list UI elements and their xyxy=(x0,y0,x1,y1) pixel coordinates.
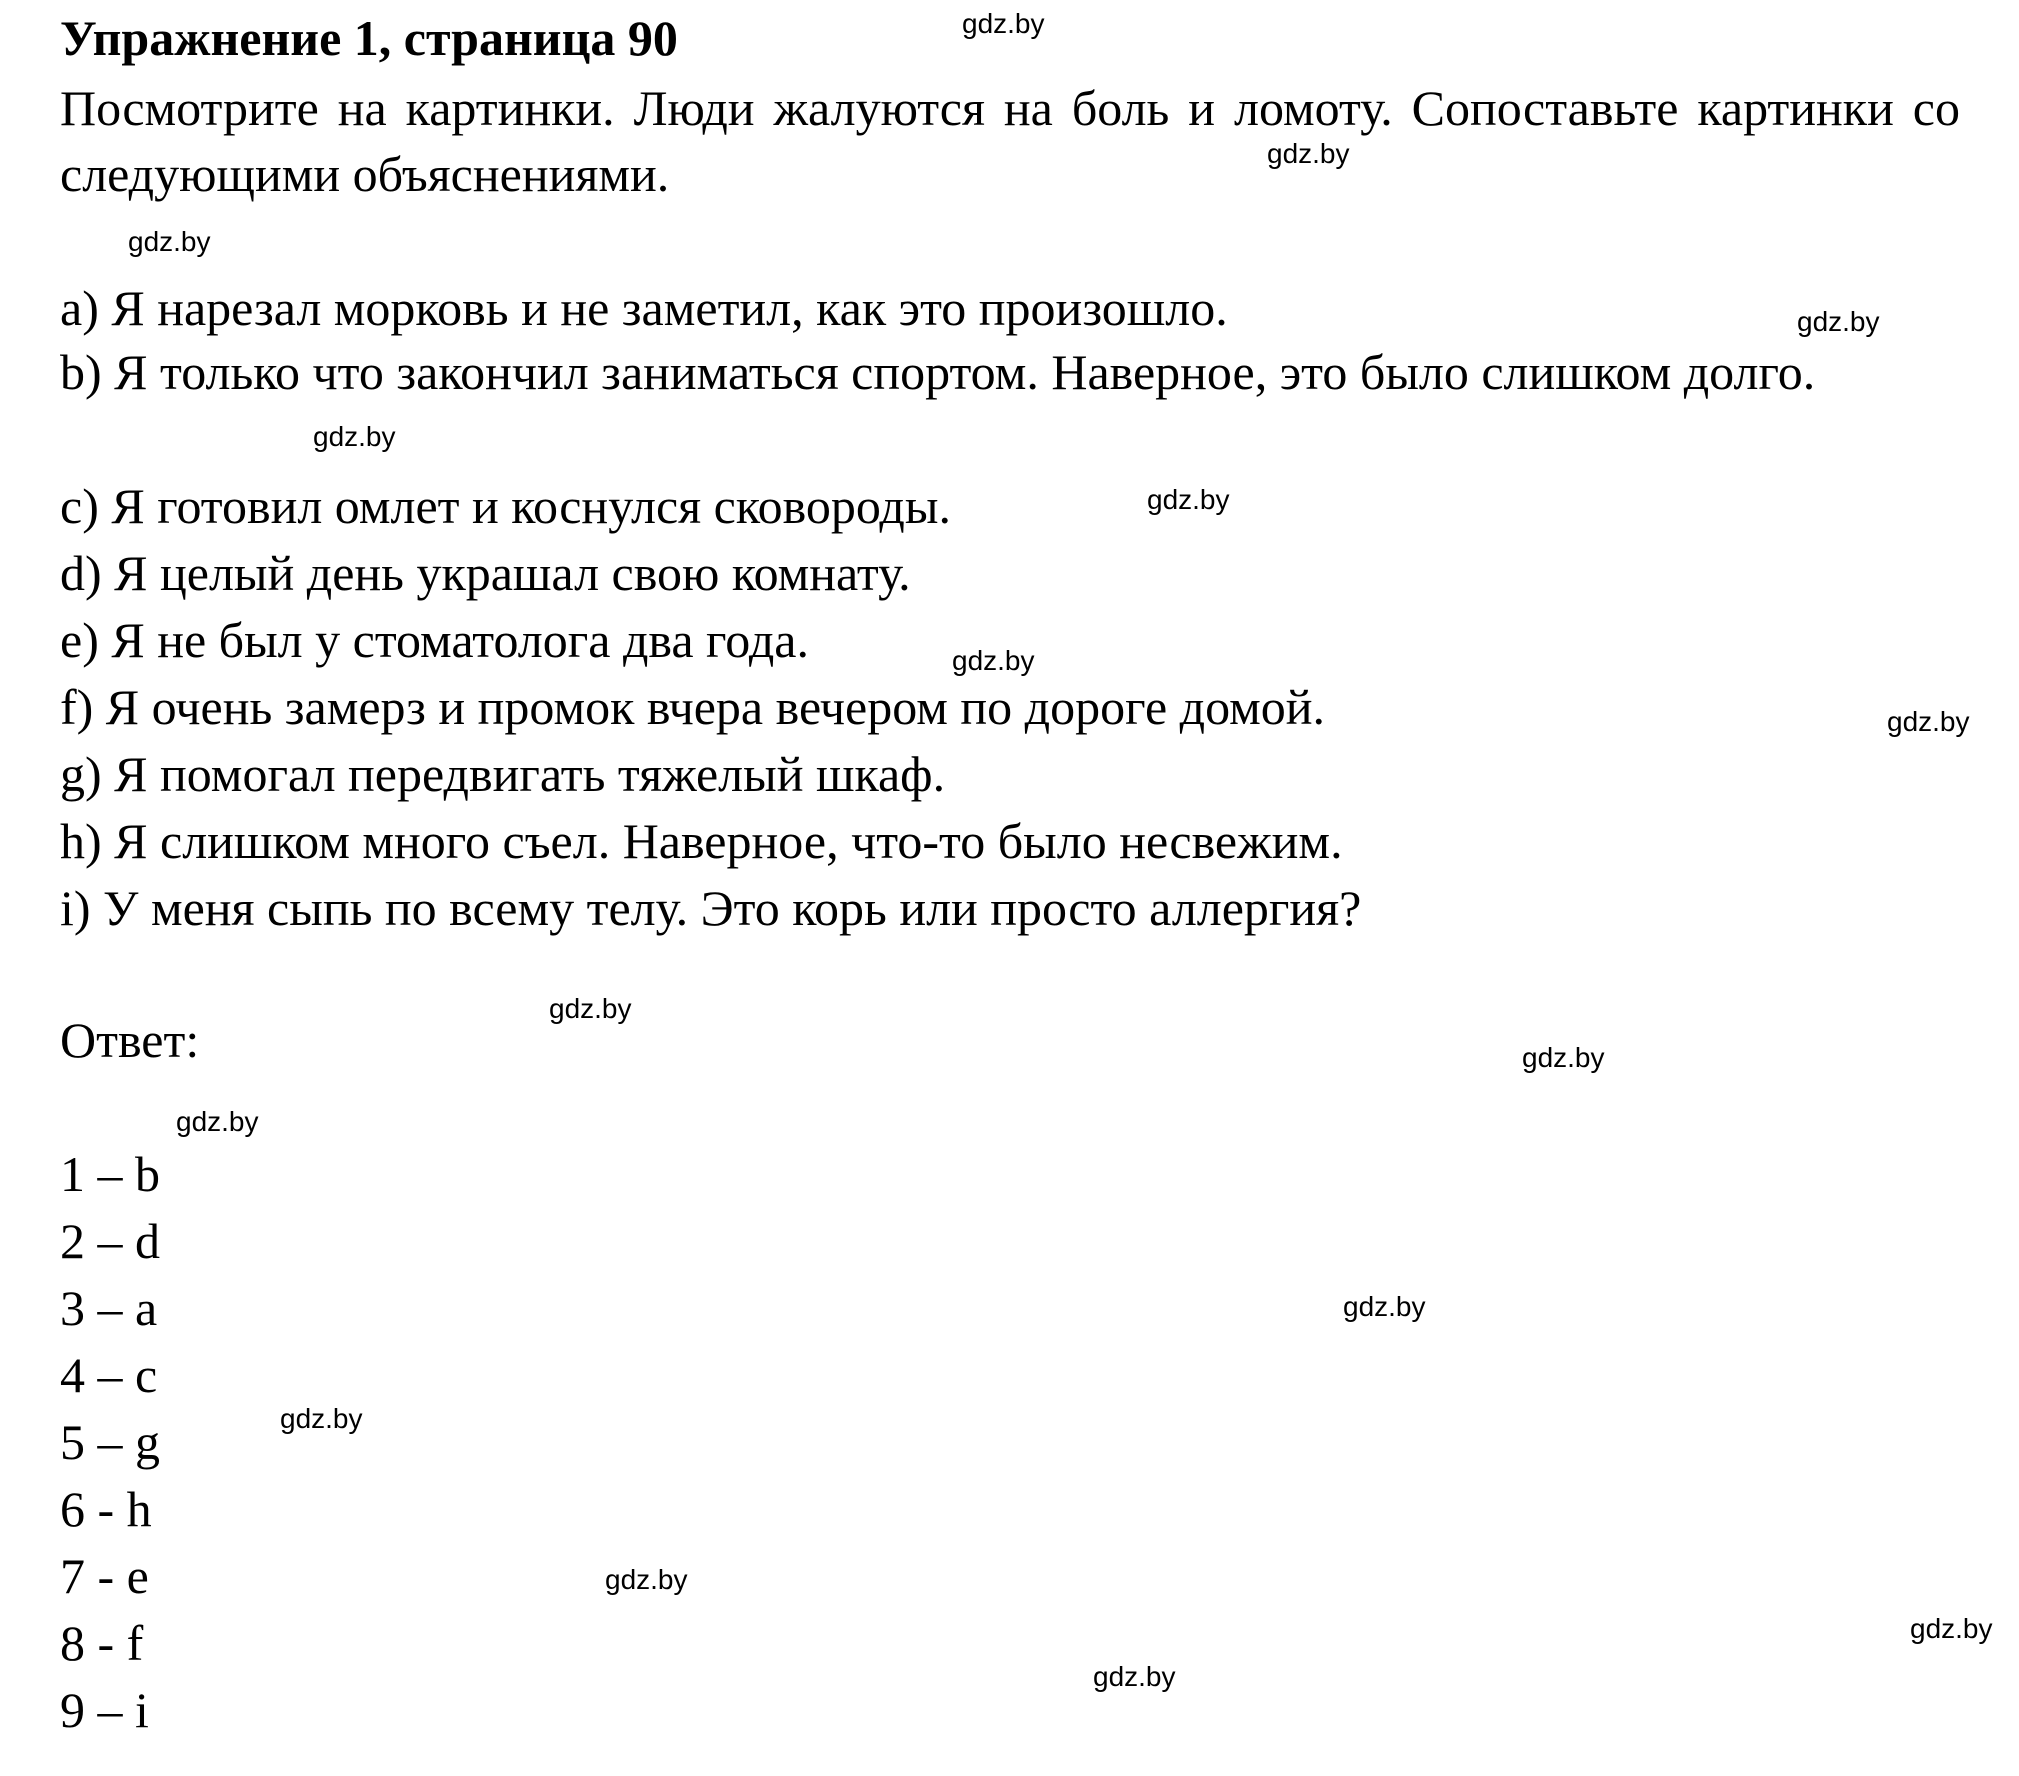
item-e: e) Я не был у стоматолога два года. xyxy=(60,612,809,668)
watermark: gdz.by xyxy=(1267,138,1350,169)
item-g: g) Я помогал передвигать тяжелый шкаф. xyxy=(60,746,946,802)
answer-6: 6 - h xyxy=(60,1481,152,1537)
watermark: gdz.by xyxy=(1093,1661,1176,1692)
answer-3: 3 – a xyxy=(60,1280,158,1336)
exercise-title: Упражнение 1, страница 90 xyxy=(60,10,678,66)
watermark: gdz.by xyxy=(549,993,632,1024)
watermark: gdz.by xyxy=(952,645,1035,676)
watermark: gdz.by xyxy=(280,1403,363,1434)
watermark: gdz.by xyxy=(1522,1042,1605,1073)
answer-7: 7 - e xyxy=(60,1548,149,1604)
answer-4: 4 – c xyxy=(60,1347,158,1403)
answer-2: 2 – d xyxy=(60,1213,160,1269)
answer-5: 5 – g xyxy=(60,1414,160,1470)
watermark: gdz.by xyxy=(128,226,211,257)
watermark: gdz.by xyxy=(1343,1291,1426,1322)
item-a: a) Я нарезал морковь и не заметил, как это произошло. xyxy=(60,280,1228,336)
watermark: gdz.by xyxy=(176,1106,259,1137)
watermark: gdz.by xyxy=(313,421,396,452)
watermark: gdz.by xyxy=(1910,1613,1993,1644)
watermark: gdz.by xyxy=(1797,306,1880,337)
watermark: gdz.by xyxy=(605,1564,688,1595)
exercise-instructions: Посмотрите на картинки. Люди жалуются на боль и ломоту. Сопоставьте картинки со следующими объяснениями. xyxy=(60,80,1960,202)
item-b: b) Я только что закончил заниматься спортом. Наверное, это было слишком долго. xyxy=(60,344,1816,400)
item-c: c) Я готовил омлет и коснулся сковороды. xyxy=(60,478,951,534)
answer-9: 9 – i xyxy=(60,1682,149,1738)
answer-8: 8 - f xyxy=(60,1615,144,1671)
item-f: f) Я очень замерз и промок вчера вечером по дороге домой. xyxy=(60,679,1326,735)
answer-label: Ответ: xyxy=(60,1012,200,1068)
answer-1: 1 – b xyxy=(60,1146,160,1202)
watermark: gdz.by xyxy=(1147,484,1230,515)
item-d: d) Я целый день украшал свою комнату. xyxy=(60,545,911,601)
item-h: h) Я слишком много съел. Наверное, что-то было несвежим. xyxy=(60,813,1343,869)
watermark: gdz.by xyxy=(962,8,1045,39)
item-i: i) У меня сыпь по всему телу. Это корь или просто аллергия? xyxy=(60,880,1362,936)
watermark: gdz.by xyxy=(1887,706,1970,737)
